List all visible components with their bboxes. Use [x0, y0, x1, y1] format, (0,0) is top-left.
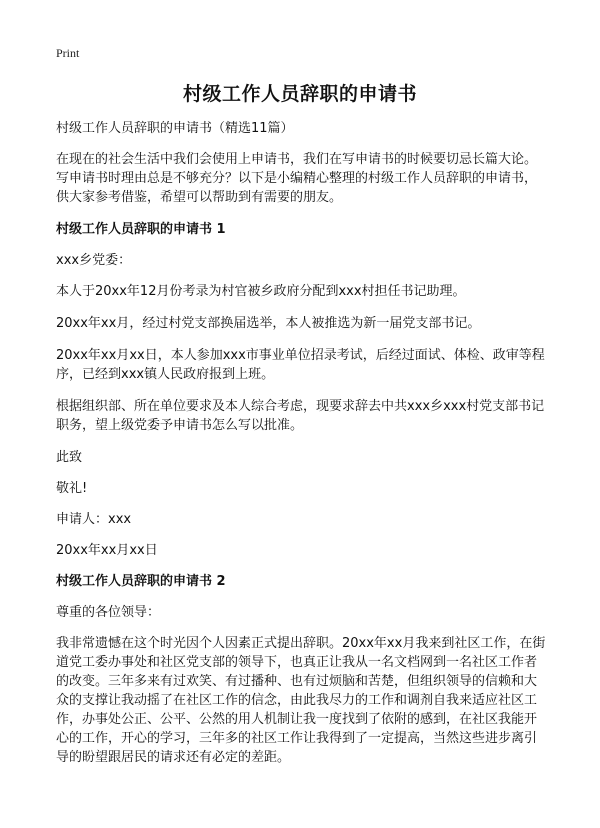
letter1-date: 20xx年xx月xx日 — [56, 543, 158, 558]
intro-paragraph: 在现在的社会生活中我们会使用上申请书，我们在写申请书的时候要切忌长篇大论。写申请书时理由总是不够充分？以下是小编精心整理的村级工作人员辞职的申请书，供大家参考借鉴，希望可以帮助到有需要的朋友。 — [56, 152, 538, 205]
letter1-paragraph: 20xx年xx月，经过村党支部换届选举，本人被推选为新一届党支部书记。 — [56, 316, 481, 331]
letter2-salutation: 尊重的各位领导： — [56, 605, 161, 620]
letter2-heading: 村级工作人员辞职的申请书 2 — [56, 574, 226, 589]
letter1-heading: 村级工作人员辞职的申请书 1 — [56, 222, 226, 237]
letter2-paragraph: 我非常遗憾在这个时光因个人因素正式提出辞职。20xx年xx月我来到社区工作，在街道党工委办事处和社区党支部的领导下，也真正让我从一名文档网到一名社区工作者的改变。三年多来有过欢笑、有过播种、也有过烦脑和苦楚，但组织领导的信赖和大众的支撑让我动摇了在社区工作的信念，由此我尽力的工作和调剂自我来适应社区工作，办事处公正、公平、公然的用人机制让我一度找到了依附的感到，在社区我能开心的工作，开心的学习，三年多的社区工作让我得到了一定提高，当然这些进步离引导的盼望跟居民的请求还有必定的差距。 — [56, 636, 546, 765]
letter1-closing: 敬礼! — [56, 481, 88, 496]
letter1-paragraph: 20xx年xx月xx日，本人参加xxx市事业单位招录考试，后经过面试、体检、政审等程序，已经到xxx镇人民政府报到上班。 — [56, 348, 545, 382]
letter1-applicant: 申请人：xxx — [56, 512, 132, 527]
letter1-closing: 此致 — [56, 450, 83, 465]
print-label: Print — [56, 46, 80, 60]
letter1-paragraph: 根据组织部、所在单位要求及本人综合考虑，现要求辞去中共xxx乡xxx村党支部书记职务，望上级党委予申请书怎么写以批准。 — [56, 399, 545, 433]
document-body — [56, 120, 548, 780]
document-subtitle: 村级工作人员辞职的申请书（精选11篇） — [56, 121, 294, 136]
document-title: 村级工作人员辞职的申请书 — [182, 83, 417, 105]
letter1-paragraph: 本人于20xx年12月份考录为村官被乡政府分配到xxx村担任书记助理。 — [56, 284, 466, 299]
letter1-salutation: xxx乡党委： — [56, 253, 132, 268]
